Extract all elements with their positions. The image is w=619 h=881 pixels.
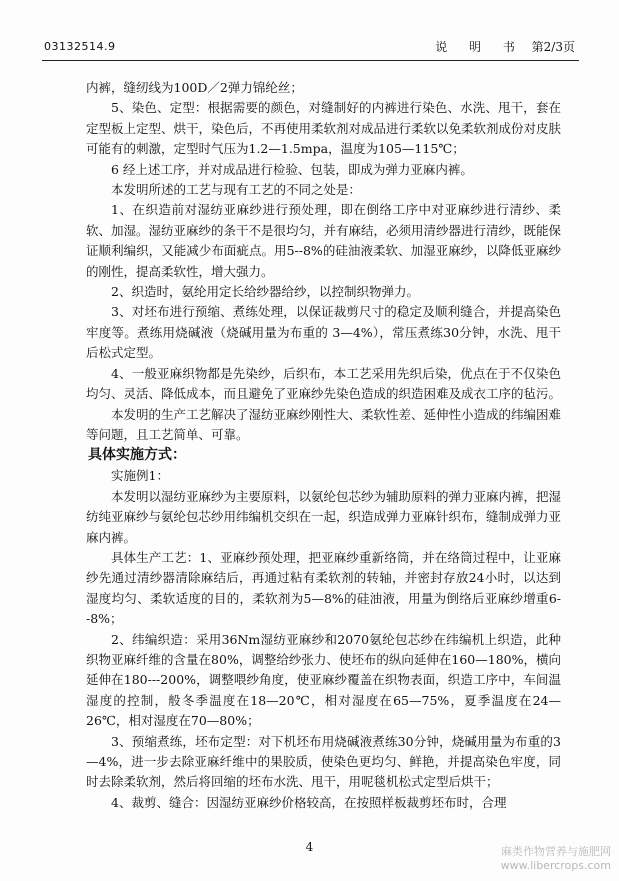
paragraph: 4、裁剪、缝合：因湿纺亚麻纱价格较高，在按照样板裁剪坯布时，合理 [111, 794, 507, 810]
paragraph: 6 经上述工序，并对成品进行检验、包装，即成为弹力亚麻内裤。 [111, 161, 473, 177]
section-heading: 具体实施方式： [88, 447, 186, 464]
paragraph: 1、在织造前对湿纺亚麻纱进行预处理，即在倒络工序中对亚麻纱进行清纱、柔软、加湿。湿纺亚麻纱的条干不是很均匀，并有麻结，必须用清纱器进行清纱，既能保证顺利编织，又能减少布面疵点。用5--8%的硅油液柔软、加湿亚麻纱，以降低亚麻纱的刚性，提高柔软性，增大强力。 [86, 202, 562, 279]
page-info: 第2/3页 [531, 40, 575, 54]
header-divider [42, 60, 579, 61]
paragraph: 3、预缩煮练，坯布定型：对下机坯布用烧碱液煮练30分钟，烧碱用量为布重的3—4%，进一步去除亚麻纤维中的果胶质，使染色更均匀、鲜艳，并提高染色牢度，同时去除柔软剂，然后将回缩的坯布水洗、甩干，用呢毯机松式定型后烘干； [86, 733, 561, 790]
paragraph: 本发明以湿纺亚麻纱为主要原料，以氨纶包芯纱为辅助原料的弹力亚麻内裤，把湿纺纯亚麻纱与氨纶包芯纱用纬编机交织在一起，织造成弹力亚麻针织布，缝制成弹力亚麻内裤。 [86, 488, 562, 545]
paragraph: 内裤，缝纫线为100D／2弹力锦纶丝； [86, 80, 303, 95]
page-number: 4 [305, 840, 314, 854]
document-body [86, 78, 561, 813]
document-number: 03132514.9 [44, 40, 116, 53]
watermark-url: www.libercrops.com [500, 859, 611, 872]
paragraph: 具体生产工艺：1、亚麻纱预处理，把亚麻纱重新络筒，并在络筒过程中，让亚麻纱先通过清纱器清除麻结后，再通过粘有柔软剂的转轴，并密封存放24小时，以达到湿度均匀、柔软适度的目的，柔软剂为5—8%的硅油液，用量为倒络后亚麻纱增重6--8%； [86, 549, 561, 627]
paragraph: 实施例1： [111, 468, 169, 484]
paragraph: 4、一般亚麻织物都是先染纱，后织布，本工艺采用先织后染，优点在于不仅染色均匀、灵活、降低成本，而且避免了亚麻纱先染色造成的织造困难及成衣工序的毡污。 [86, 365, 562, 402]
paragraph: 本发明所述的工艺与现有工艺的不同之处是： [111, 182, 362, 198]
site-watermark [501, 845, 611, 873]
paragraph: 2、纬编织造：采用36Nm湿纺亚麻纱和2070氨纶包芯纱在纬编机上织造，此种织物亚麻纤维的含量在80%，调整给纱张力、使坯布的纵向延伸在160—180%，横向延伸在180---200%，调整喂纱角度，使亚麻纱覆盖在织物表面，织造工序中，车间温湿度的控制，般冬季温度在18—20℃，相对湿度在65—75%，夏季温度在24—26℃，相对湿度在70—80%； [86, 631, 561, 729]
paragraph: 本发明的生产工艺解决了湿纺亚麻纱刚性大、柔软性差、延伸性小造成的纬编困难等问题，且工艺简单、可靠。 [86, 406, 562, 442]
document-title: 说 明 书 [435, 40, 524, 54]
header-info [435, 38, 575, 55]
watermark-line: 麻类作物营养与施肥网 [501, 845, 611, 858]
paragraph: 5、染色、定型：根据需要的颜色，对缝制好的内裤进行染色、水洗、甩干，套在定型板上定型、烘干，染色后，不再使用柔软剂对成品进行柔软以免柔软剂成份对皮肤可能有的刺激，定型时气压为1.2—1.5mpa，温度为105—115℃； [86, 100, 562, 157]
paragraph: 3、对坯布进行预缩、煮练处理，以保证裁剪尺寸的稳定及顺利缝合，并提高染色牢度等。煮练用烧碱液（烧碱用量为布重的 3—4%），常压煮练30分钟，水洗、甩干后松式定型。 [86, 304, 561, 361]
paragraph: 2、织造时，氨纶用定长给纱器给纱，以控制织物弹力。 [111, 284, 419, 300]
